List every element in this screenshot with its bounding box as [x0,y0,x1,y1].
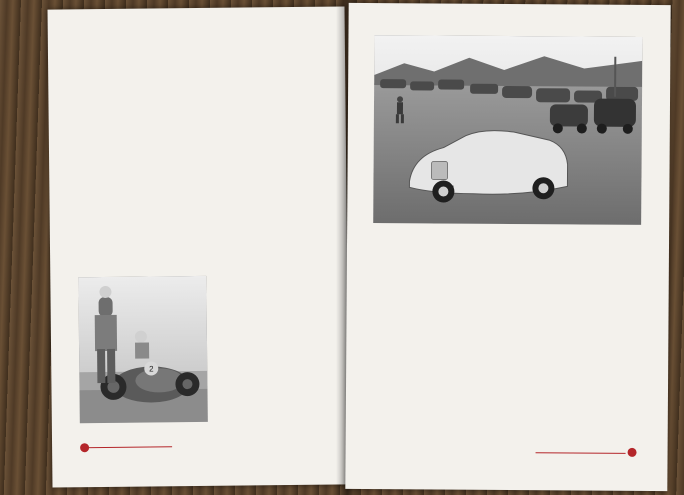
race3-table [208,23,336,24]
top-table-footer-2 [78,26,198,29]
race6-table [373,247,507,248]
race-car-photo [78,276,208,423]
car-park-photo [373,35,642,225]
race7-table [511,248,641,249]
right-footer-rule [536,452,626,453]
right-page [345,3,670,491]
left-photo-caption [134,426,208,427]
left-page-number [80,443,89,452]
race2-table [79,108,203,109]
right-page-number [628,448,637,457]
right-photo-caption [373,227,633,229]
svg-text:2: 2 [149,364,154,374]
race4-table [209,155,337,156]
left-footer-rule [82,446,172,448]
left-page [48,6,350,487]
race5-table [210,271,338,272]
top-continuation-table [78,24,198,29]
